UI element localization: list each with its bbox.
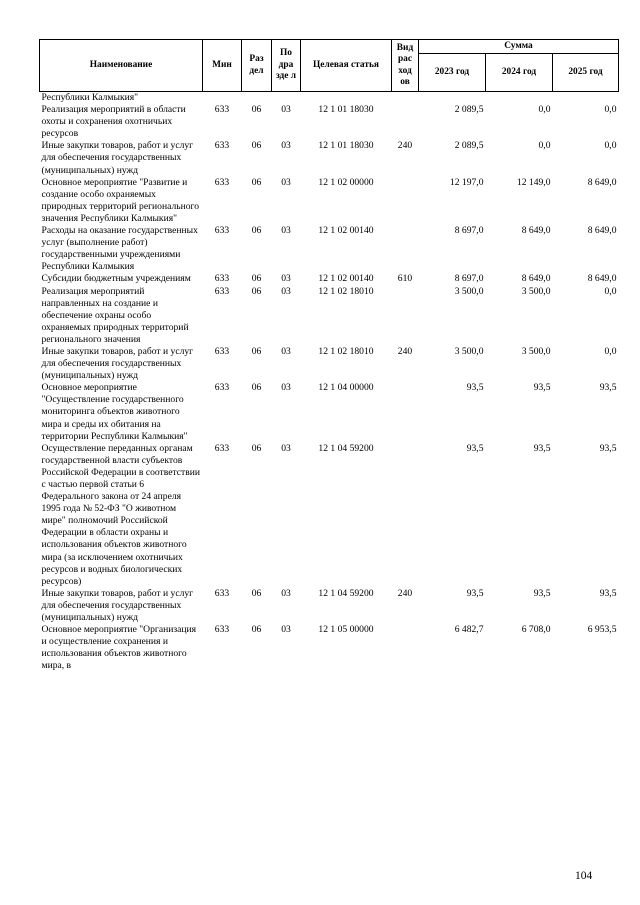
cell-sum-2025: 0,0: [604, 104, 617, 116]
cell-sum-2025: 0,0: [604, 285, 617, 297]
cell-name: Реализация мероприятий направленных на создание и обеспечение охраны особо охраняемых природных территорий регионального значения: [41, 285, 189, 345]
cell-target: 12 1 01 18030: [318, 104, 374, 116]
cell-sum-2025: 8 649,0: [587, 225, 617, 237]
cell-min: 633: [214, 442, 230, 454]
cell-name: Иные закупки товаров, работ и услуг для обеспечения государственных (муниципальных) нужд: [41, 140, 194, 176]
cell-name: Иные закупки товаров, работ и услуг для обеспечения государственных (муниципальных) нужд: [41, 345, 194, 382]
cell-vid: [392, 92, 419, 105]
cell-sum-2024: 93,5: [533, 587, 551, 599]
cell-name: Реализация мероприятий в области охоты и сохранения охотничьих ресурсов: [41, 104, 186, 140]
cell-razdel: 06: [251, 345, 262, 357]
cell-sum-2025: 93,5: [599, 382, 617, 394]
cell-min: 633: [214, 273, 230, 285]
cell-razdel: 06: [251, 442, 262, 454]
cell-vid: [392, 443, 419, 588]
cell-razdel: 06: [251, 176, 262, 188]
cell-sum-2025: 0,0: [604, 140, 617, 152]
table-row: [40, 624, 619, 672]
header-2025: 2025 год: [553, 54, 619, 92]
cell-vid: 240: [397, 587, 413, 599]
cell-min: 633: [214, 104, 230, 116]
cell-target: 12 1 01 18030: [318, 140, 374, 152]
cell-sum-2023: 93,5: [466, 442, 484, 454]
cell-razdel: 06: [251, 104, 262, 116]
cell-vid: [392, 624, 419, 672]
cell-sum-2024: 8 649,0: [521, 225, 551, 237]
cell-sum-2024: 8 649,0: [521, 273, 551, 285]
table-row: [40, 286, 619, 346]
cell-sum-2023: 8 697,0: [454, 225, 484, 237]
cell-vid: 610: [397, 273, 413, 285]
cell-min: 633: [214, 624, 230, 636]
table-row: [40, 92, 619, 105]
cell-podrazdel: 03: [281, 382, 291, 394]
cell-sum-2024: 6 708,0: [521, 624, 551, 636]
cell-sum-2023: 2 089,5: [454, 104, 484, 116]
cell-sum-2025: [553, 92, 619, 105]
cell-podrazdel: 03: [281, 442, 291, 454]
cell-podrazdel: 03: [281, 345, 291, 357]
header-name: Наименование: [40, 40, 203, 92]
cell-target: 12 1 04 59200: [318, 587, 374, 599]
cell-sum-2023: 12 197,0: [449, 176, 484, 188]
cell-sum-2025: 8 649,0: [587, 273, 617, 285]
page-number: 104: [575, 870, 593, 882]
cell-name: Субсидии бюджетным учреждениям: [41, 273, 191, 285]
cell-min: [203, 92, 242, 105]
cell-sum-2024: 3 500,0: [521, 345, 551, 357]
header-razdel: Раз дел: [242, 40, 272, 92]
table-row: [40, 382, 619, 442]
cell-min: 633: [214, 382, 230, 394]
cell-razdel: 06: [251, 285, 262, 297]
cell-target: 12 1 04 00000: [318, 382, 374, 394]
cell-podrazdel: 03: [281, 225, 291, 237]
cell-target: 12 1 02 18010: [318, 345, 374, 357]
cell-razdel: [242, 92, 272, 105]
cell-target: 12 1 02 00140: [318, 273, 374, 285]
table-body: [40, 92, 619, 673]
cell-vid: [392, 177, 419, 225]
cell-min: 633: [214, 345, 230, 357]
cell-sum-2023: 93,5: [466, 382, 484, 394]
cell-sum-2024: 93,5: [533, 442, 551, 454]
cell-sum-2025: 93,5: [599, 587, 617, 599]
table-header: [40, 40, 619, 92]
cell-target: 12 1 02 18010: [318, 285, 374, 297]
cell-sum-2024: 93,5: [533, 382, 551, 394]
cell-vid: 240: [397, 140, 413, 152]
cell-min: 633: [214, 140, 230, 152]
cell-sum-2023: 3 500,0: [454, 285, 484, 297]
header-target: Целевая статья: [301, 40, 392, 92]
cell-podrazdel: 03: [281, 624, 291, 636]
cell-sum-2023: 93,5: [466, 587, 484, 599]
cell-target: 12 1 05 00000: [318, 624, 374, 636]
cell-vid: [392, 225, 419, 273]
cell-sum-2023: 2 089,5: [454, 140, 484, 152]
cell-sum-2024: 0,0: [538, 104, 551, 116]
cell-razdel: 06: [251, 587, 262, 599]
cell-razdel: 06: [251, 382, 262, 394]
cell-podrazdel: [272, 92, 301, 105]
table-row: [40, 225, 619, 273]
cell-target: [301, 92, 392, 105]
table-row: [40, 177, 619, 225]
cell-podrazdel: 03: [281, 140, 291, 152]
cell-target: 12 1 02 00140: [318, 225, 374, 237]
cell-target: 12 1 02 00000: [318, 176, 374, 188]
cell-podrazdel: 03: [281, 176, 291, 188]
cell-name: Иные закупки товаров, работ и услуг для обеспечения государственных (муниципальных) нужд: [41, 587, 194, 624]
table-row: [40, 346, 619, 382]
cell-podrazdel: 03: [281, 285, 291, 297]
table-row: [40, 140, 619, 176]
cell-podrazdel: 03: [281, 273, 291, 285]
cell-vid: [392, 382, 419, 442]
cell-sum-2025: 93,5: [599, 442, 617, 454]
cell-min: 633: [214, 587, 230, 599]
cell-razdel: 06: [251, 140, 262, 152]
cell-podrazdel: 03: [281, 104, 291, 116]
table-row: [40, 443, 619, 588]
table-row: [40, 588, 619, 624]
cell-name: Республики Калмыкия": [41, 92, 139, 103]
budget-table: [39, 39, 619, 673]
cell-name: Основное мероприятие "Организация и осуществление сохранения и использования объектов животного мира, в: [41, 624, 197, 672]
cell-sum-2025: 8 649,0: [587, 176, 617, 188]
header-vid: Вид рас ход ов: [392, 40, 419, 92]
header-2023: 2023 год: [419, 54, 486, 92]
header-2024: 2024 год: [486, 54, 553, 92]
cell-razdel: 06: [251, 624, 262, 636]
header-min: Мин: [203, 40, 242, 92]
cell-sum-2024: 3 500,0: [521, 285, 551, 297]
cell-sum-2025: 0,0: [604, 345, 617, 357]
cell-min: 633: [214, 176, 230, 188]
cell-name: Основное мероприятие "Развитие и создание особо охраняемых природных территорий регионального значения Республики Калмыкия": [41, 176, 200, 224]
cell-name: Основное мероприятие "Осуществление государственного мониторинга объектов животного мира и среды их обитания на территории Республики Калмыкия": [41, 382, 188, 442]
table-row: [40, 273, 619, 285]
cell-sum-2024: 12 149,0: [516, 176, 551, 188]
cell-vid: 240: [397, 345, 413, 357]
cell-sum-2024: 0,0: [538, 140, 551, 152]
cell-sum-2023: [419, 92, 486, 105]
cell-name: Осуществление переданных органам государственной власти субъектов Российской Федерации в соответствии с частью первой статьи 6 Федерального закона от 24 апреля 1995 года № 52-ФЗ "О животном мире" полномочий Российской Федерации в области охраны и использования объектов животного мира (за исключением охотничьих ресурсов и водных биологических ресурсов): [41, 442, 201, 587]
header-podrazdel: По дра зде л: [272, 40, 301, 92]
cell-podrazdel: 03: [281, 587, 291, 599]
cell-min: 633: [214, 285, 230, 297]
table-row: [40, 104, 619, 140]
cell-vid: [392, 104, 419, 140]
cell-sum-2023: 3 500,0: [454, 345, 484, 357]
cell-name: Расходы на оказание государственных услуг (выполнение работ) государственными учреждениями Республики Калмыкия: [41, 225, 198, 273]
header-sum: Сумма: [419, 40, 619, 54]
cell-sum-2023: 6 482,7: [454, 624, 484, 636]
cell-min: 633: [214, 225, 230, 237]
cell-sum-2024: [486, 92, 553, 105]
cell-vid: [392, 286, 419, 346]
cell-razdel: 06: [251, 273, 262, 285]
cell-sum-2023: 8 697,0: [454, 273, 484, 285]
cell-razdel: 06: [251, 225, 262, 237]
cell-sum-2025: 6 953,5: [587, 624, 617, 636]
cell-target: 12 1 04 59200: [318, 442, 374, 454]
